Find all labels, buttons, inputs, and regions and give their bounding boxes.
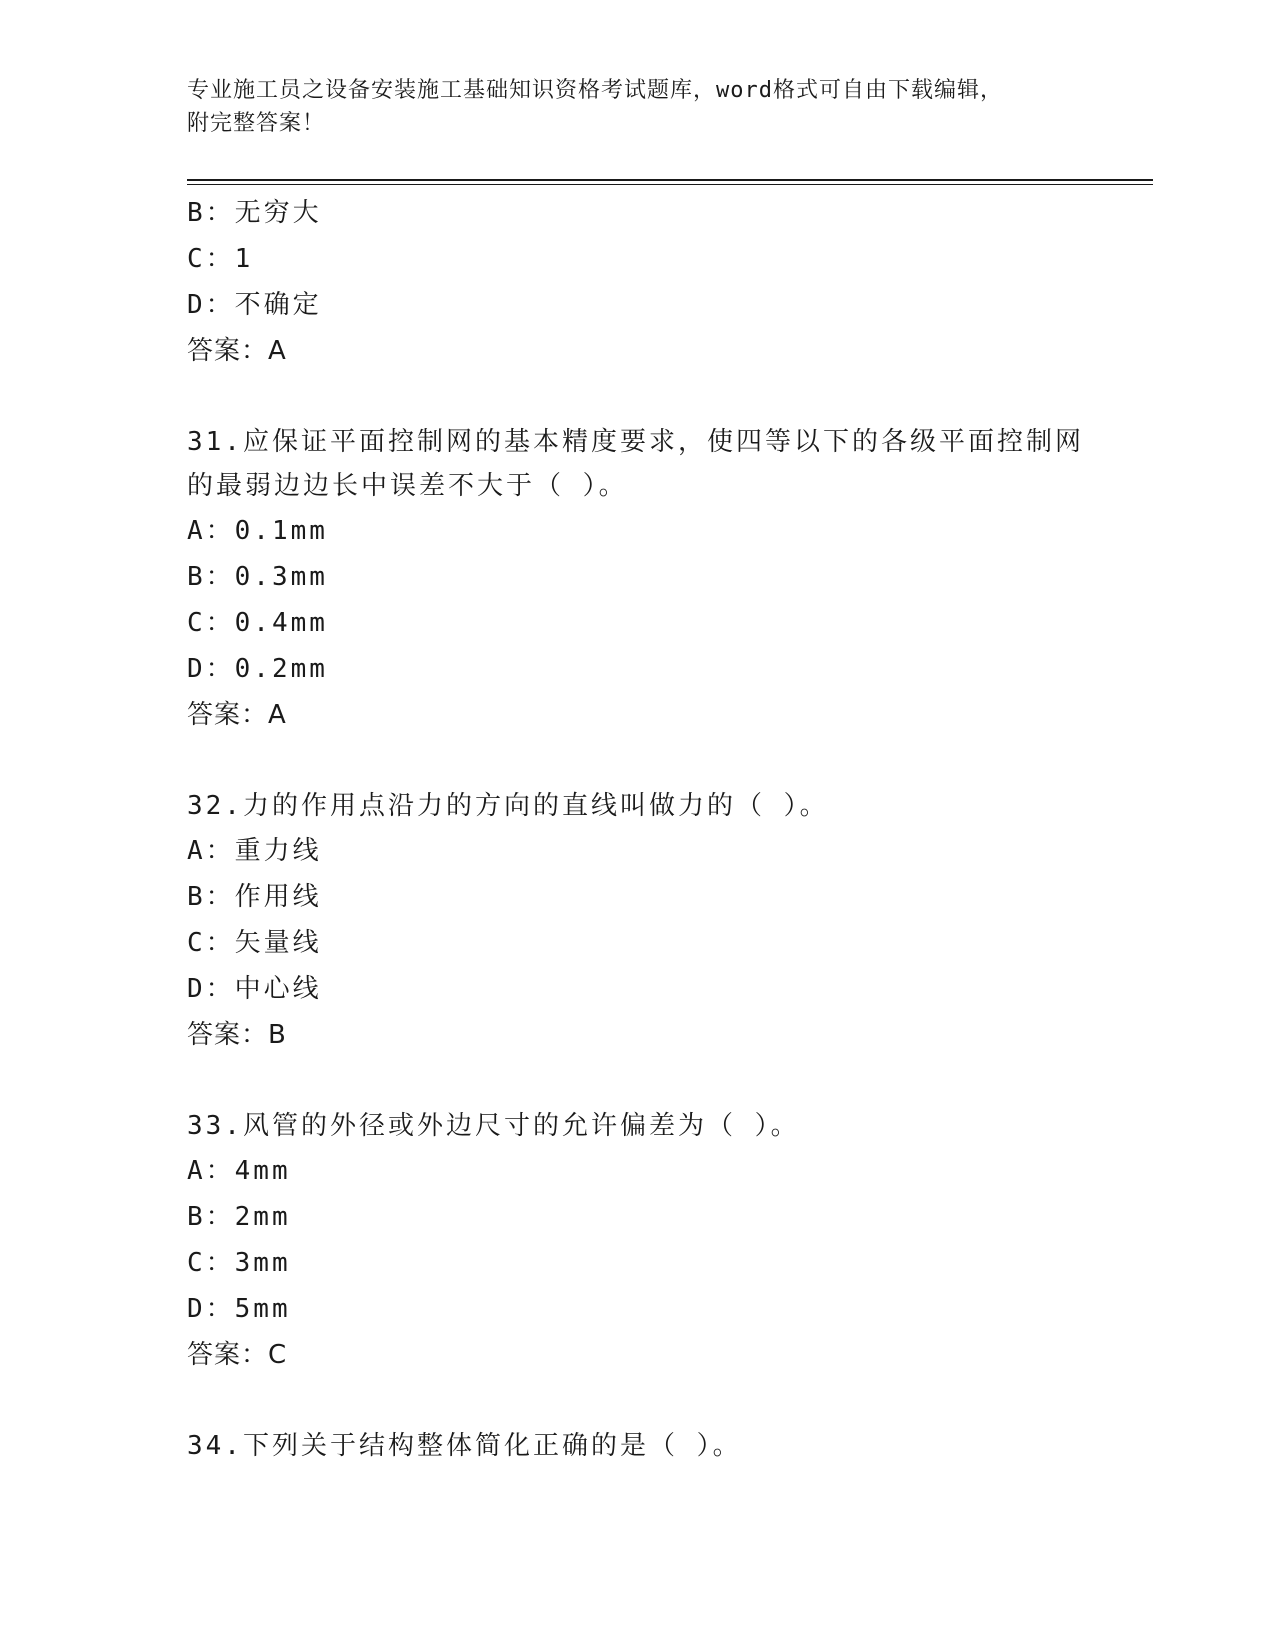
option-d: D：不确定 <box>187 290 322 320</box>
spacer <box>187 738 1087 784</box>
option-a: A：4mm <box>187 1156 291 1186</box>
question-text-line: 31.应保证平面控制网的基本精度要求，使四等以下的各级平面控制网 <box>187 427 1084 457</box>
answer-line: 答案：C <box>187 1340 288 1370</box>
option-a: A：0.1mm <box>187 516 328 546</box>
question-34 <box>187 1424 1087 1468</box>
question-text-line: 32.力的作用点沿力的方向的直线叫做力的（ ）。 <box>187 791 829 821</box>
spacer <box>187 1058 1087 1104</box>
answer-line: 答案：B <box>187 1020 287 1050</box>
header-divider-thin <box>187 184 1153 185</box>
option-c: C：1 <box>187 244 254 274</box>
header-line-1: 专业施工员之设备安装施工基础知识资格考试题库，word格式可自由下载编辑， <box>187 78 1003 103</box>
option-b: B：无穷大 <box>187 198 322 228</box>
answer-line: 答案：A <box>187 336 287 366</box>
question-30-continued <box>187 190 1087 374</box>
question-list <box>187 190 1087 1468</box>
spacer <box>187 374 1087 420</box>
header-line-2: 附完整答案！ <box>187 111 326 136</box>
document-header <box>187 74 1067 140</box>
question-33 <box>187 1104 1087 1378</box>
option-b: B：作用线 <box>187 882 322 912</box>
option-c: C：矢量线 <box>187 928 322 958</box>
option-d: D：0.2mm <box>187 654 328 684</box>
question-32 <box>187 784 1087 1058</box>
question-31 <box>187 420 1087 738</box>
question-text-line: 34.下列关于结构整体简化正确的是（ ）。 <box>187 1431 742 1461</box>
header-divider-thick <box>187 179 1153 181</box>
question-text-line: 的最弱边边长中误差不大于（ ）。 <box>187 471 628 501</box>
option-c: C：3mm <box>187 1248 291 1278</box>
option-c: C：0.4mm <box>187 608 328 638</box>
option-a: A：重力线 <box>187 836 322 866</box>
question-text-line: 33.风管的外径或外边尺寸的允许偏差为（ ）。 <box>187 1111 800 1141</box>
option-b: B：2mm <box>187 1202 291 1232</box>
option-b: B：0.3mm <box>187 562 328 592</box>
option-d: D：中心线 <box>187 974 322 1004</box>
option-d: D：5mm <box>187 1294 291 1324</box>
answer-line: 答案：A <box>187 700 287 730</box>
spacer <box>187 1378 1087 1424</box>
